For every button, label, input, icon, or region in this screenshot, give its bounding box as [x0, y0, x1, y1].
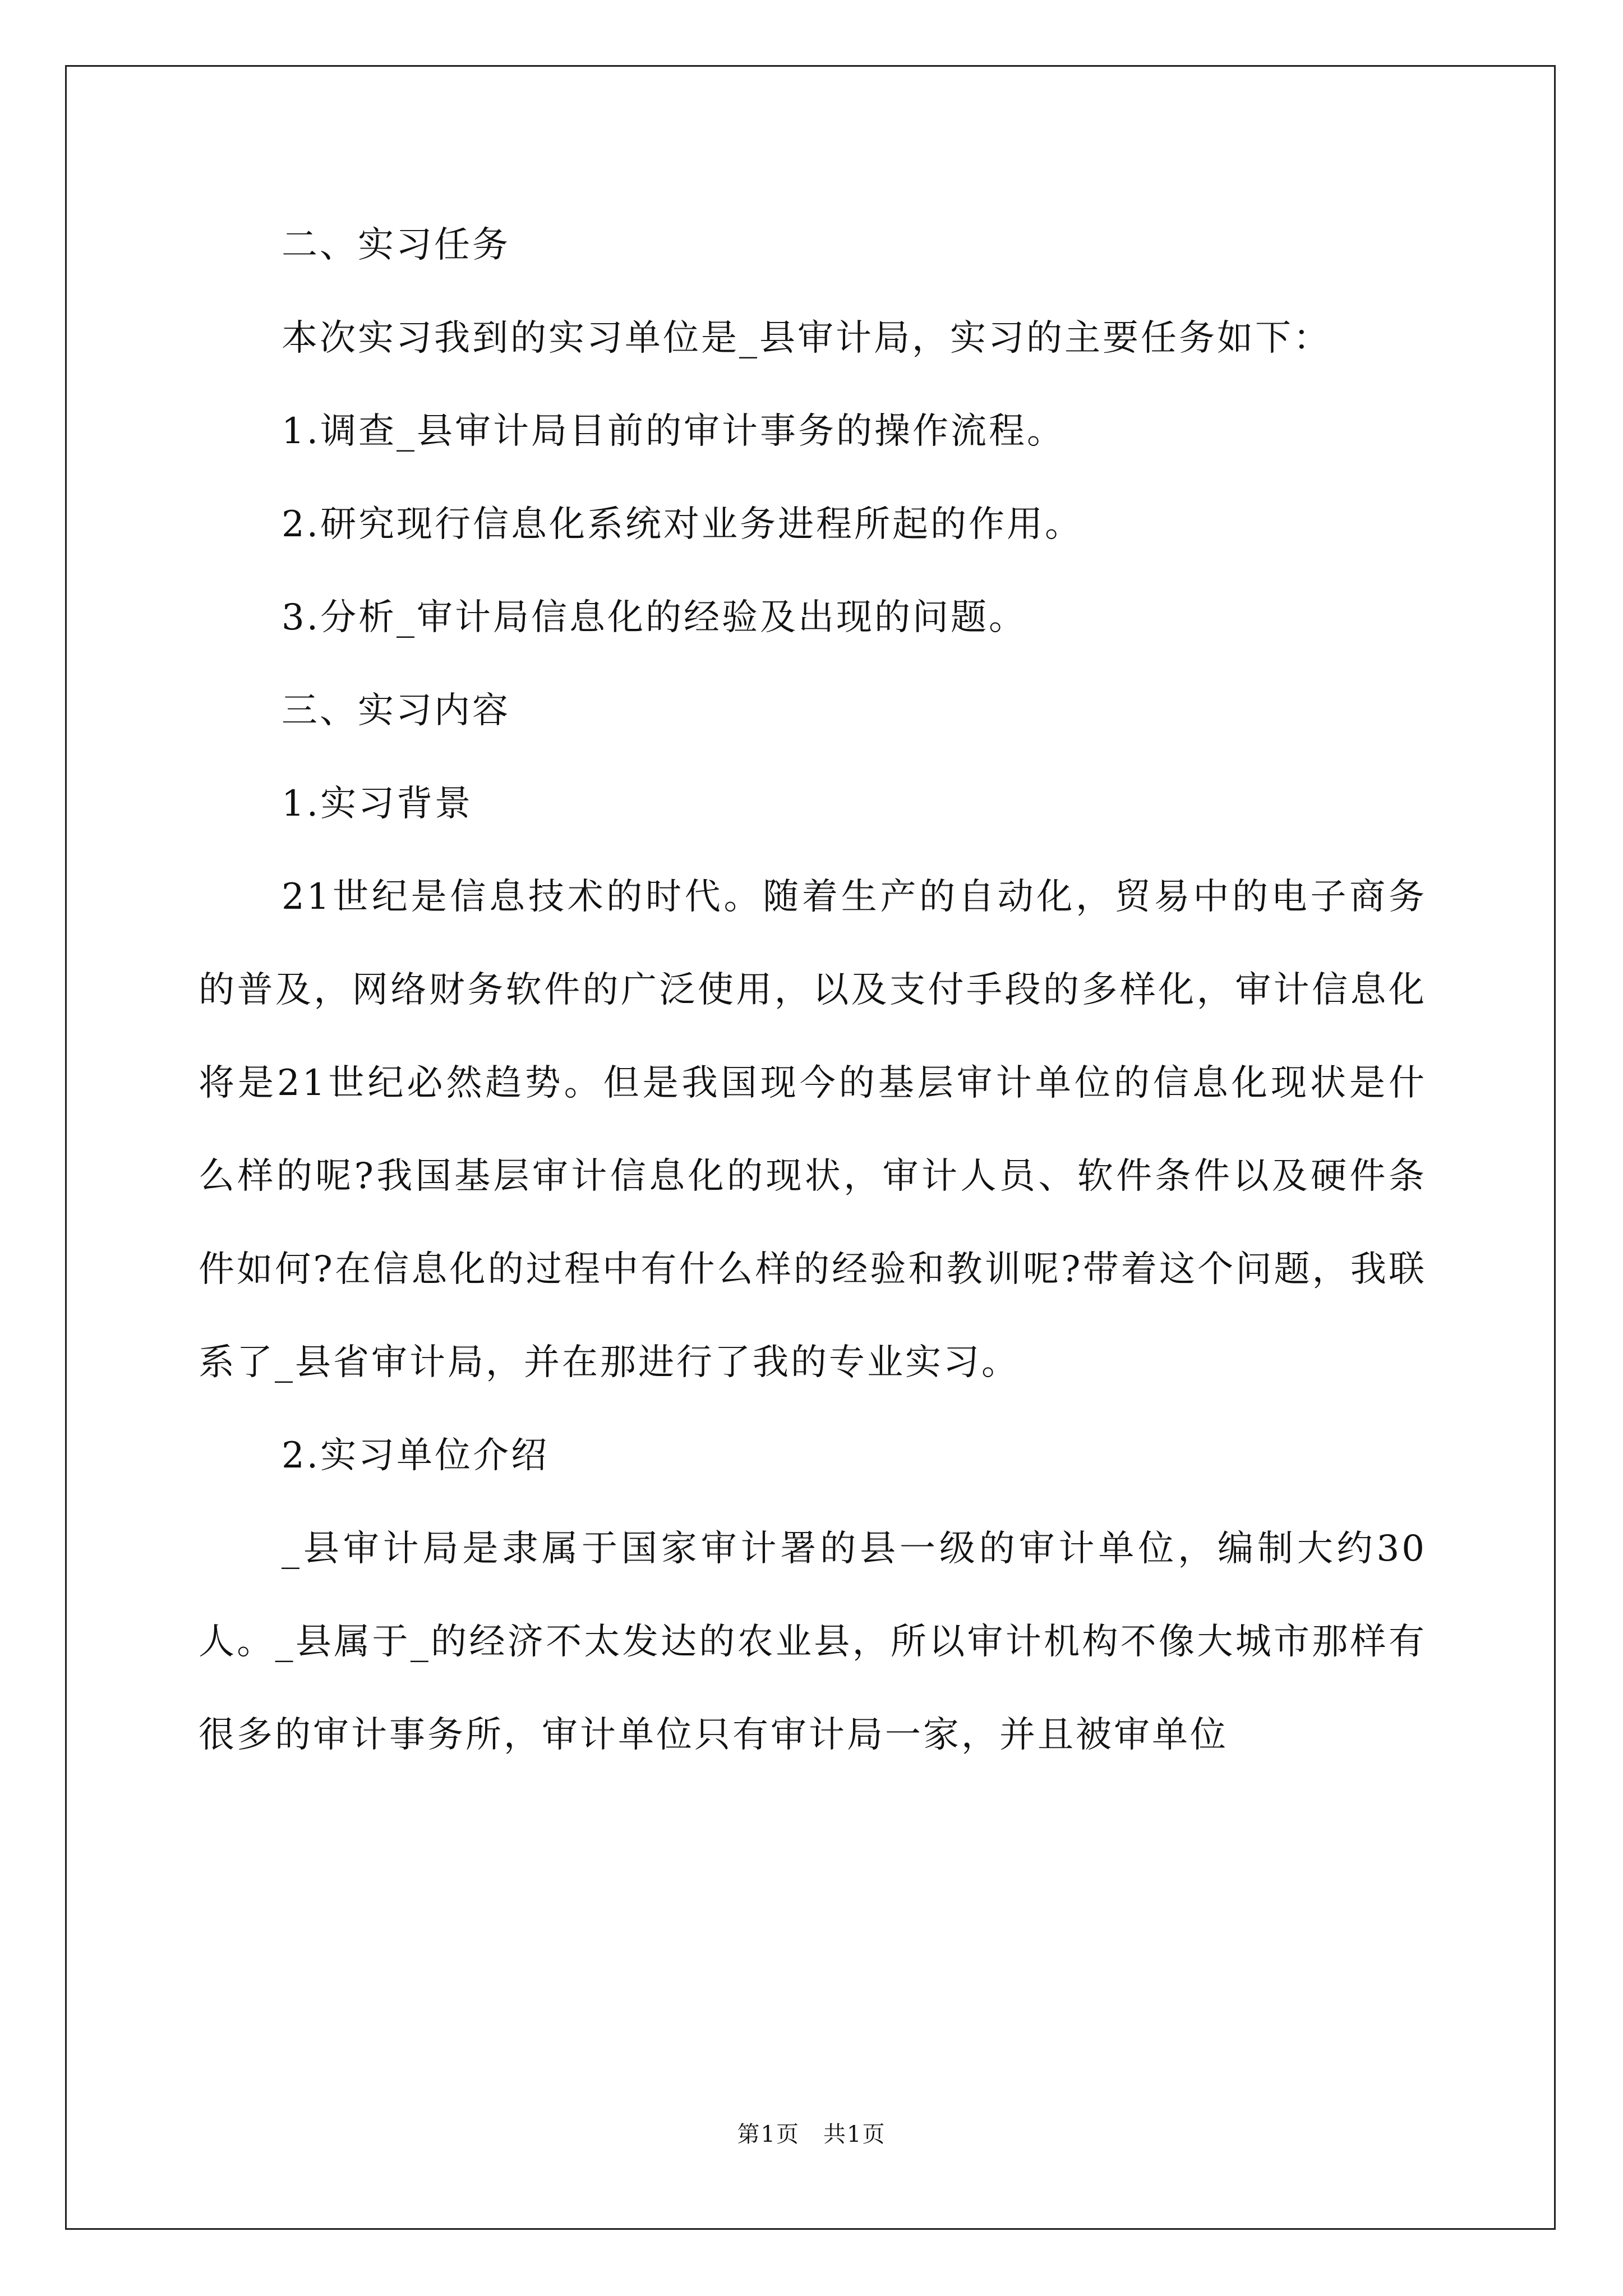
- page-footer: 第1页 共1页: [737, 2122, 886, 2147]
- task-item-3: 3.分析_审计局信息化的经验及出现的问题。: [282, 597, 1027, 638]
- subheading-background: 1.实习背景: [282, 783, 473, 825]
- task-item-2: 2.研究现行信息化系统对业务进程所起的作用。: [282, 504, 1083, 545]
- subheading-unit-intro: 2.实习单位介绍: [282, 1435, 550, 1476]
- section-heading-tasks: 二、实习任务: [282, 224, 510, 266]
- section-heading-content: 三、实习内容: [282, 690, 510, 731]
- intro-paragraph: 本次实习我到的实习单位是_县审计局，实习的主要任务如下：: [282, 318, 1331, 359]
- document-body: [199, 224, 1427, 1807]
- unit-intro-paragraph: _县审计局是隶属于国家审计署的县一级的审计单位，编制大约30人。_县属于_的经济不太发达的农业县，所以审计机构不像大城市那样有很多的审计事务所，审计单位只有审计局一家，并且被审单位: [199, 1528, 1427, 1756]
- background-paragraph: 21世纪是信息技术的时代。随着生产的自动化，贸易中的电子商务的普及，网络财务软件的广泛使用，以及支付手段的多样化，审计信息化将是21世纪必然趋势。但是我国现今的基层审计单位的信息化现状是什么样的呢?我国基层审计信息化的现状，审计人员、软件条件以及硬件条件如何?在信息化的过程中有什么样的经验和教训呢?带着这个问题，我联系了_县省审计局，并在那进行了我的专业实习。: [199, 876, 1427, 1383]
- task-item-1: 1.调查_县审计局目前的审计事务的操作流程。: [282, 411, 1066, 452]
